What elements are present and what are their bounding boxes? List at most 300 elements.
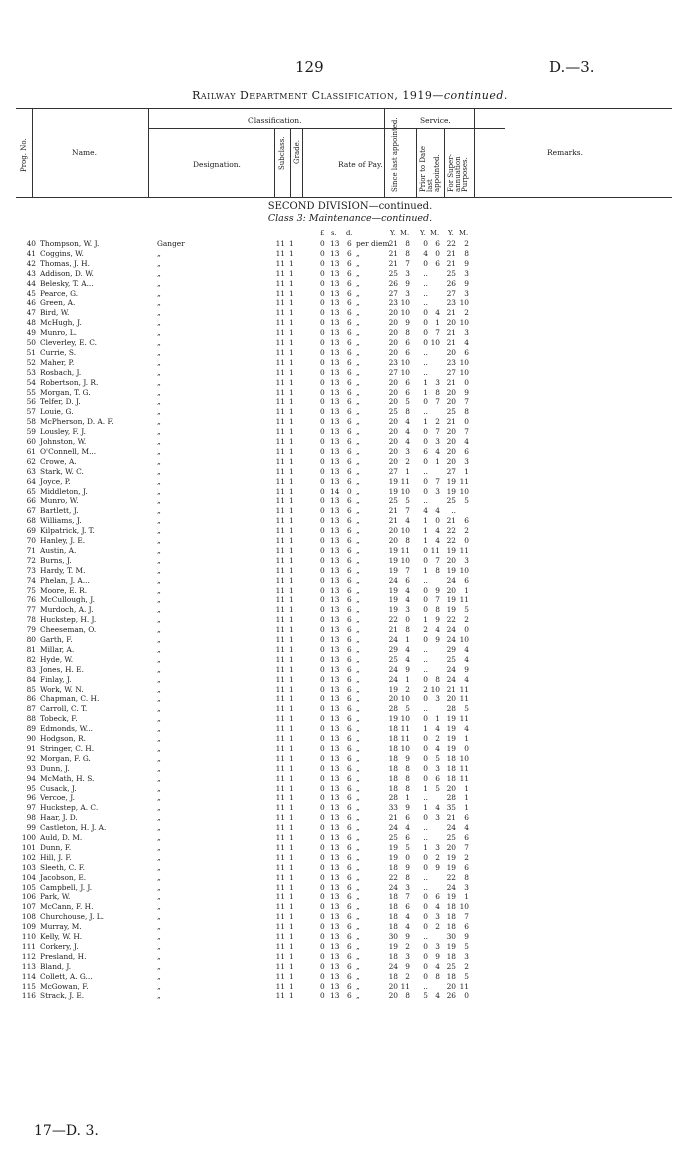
cell-d: 6 bbox=[347, 318, 352, 328]
cell-y2: 2 bbox=[423, 684, 428, 694]
cell-y3: 28 bbox=[446, 704, 456, 714]
cell-d: 6 bbox=[347, 446, 352, 456]
cell-m2: 4 bbox=[435, 902, 440, 912]
table-row bbox=[0, 675, 700, 685]
cell-d: 6 bbox=[347, 466, 352, 476]
header-divider bbox=[444, 128, 445, 197]
cell-des: „ bbox=[157, 951, 161, 961]
cell-des: „ bbox=[157, 763, 161, 773]
cell-per: „ bbox=[356, 536, 360, 545]
cell-y1: 19 bbox=[388, 714, 398, 724]
cell-sub: 11 bbox=[275, 941, 285, 951]
cell-y1: 24 bbox=[388, 674, 398, 684]
cell-grade: 1 bbox=[289, 734, 294, 743]
cell-m3: 11 bbox=[459, 714, 469, 724]
cell-per: „ bbox=[356, 882, 360, 892]
cell-sub: 11 bbox=[275, 902, 285, 912]
cell-m1: 9 bbox=[405, 961, 410, 971]
cell-m3: 10 bbox=[459, 565, 469, 575]
table-row bbox=[0, 635, 700, 645]
cell-m2: 4 bbox=[435, 526, 440, 536]
table-row bbox=[0, 269, 700, 279]
cell-m3: 11 bbox=[459, 595, 469, 605]
cell-per: „ bbox=[356, 823, 360, 833]
cell-grade: 1 bbox=[289, 516, 294, 526]
cell-y1: 20 bbox=[388, 981, 398, 991]
cell-s: 13 bbox=[330, 506, 340, 516]
cell-y3: 23 bbox=[446, 298, 456, 308]
cell-d: 6 bbox=[347, 793, 352, 803]
cell-m3: 10 bbox=[459, 753, 469, 763]
cell-num: 51 bbox=[26, 347, 36, 357]
cell-y1: 19 bbox=[388, 684, 398, 694]
cell-y2: 0 bbox=[423, 476, 428, 486]
cell-sub: 11 bbox=[275, 912, 285, 922]
table-row bbox=[0, 972, 700, 982]
table-row bbox=[0, 318, 700, 328]
cell-y2: 0 bbox=[423, 318, 428, 328]
cell-s: 13 bbox=[330, 347, 340, 357]
table-row bbox=[0, 853, 700, 863]
cell-y2: .. bbox=[423, 298, 428, 308]
cell-m3: 4 bbox=[464, 654, 469, 664]
cell-des: „ bbox=[157, 397, 161, 407]
cell-d: 6 bbox=[347, 694, 352, 704]
cell-d: 6 bbox=[347, 298, 352, 308]
cell-s: 13 bbox=[330, 644, 340, 654]
cell-des: „ bbox=[157, 407, 161, 417]
cell-s: 13 bbox=[330, 833, 340, 842]
cell-y1: 28 bbox=[388, 704, 398, 714]
cell-sub: 11 bbox=[275, 852, 285, 862]
cell-y3: 20 bbox=[446, 842, 456, 852]
table-row bbox=[0, 536, 700, 546]
cell-y2: .. bbox=[423, 466, 428, 476]
cell-m2: 4 bbox=[435, 991, 440, 1001]
section-title: SECOND DIVISION—continued. bbox=[267, 201, 433, 212]
cell-num: 68 bbox=[26, 516, 36, 526]
cell-s: 13 bbox=[330, 694, 340, 704]
unit-months: M. bbox=[430, 229, 440, 237]
cell-y1: 24 bbox=[388, 823, 398, 833]
table-header bbox=[16, 108, 672, 200]
cell-y1: 23 bbox=[388, 298, 398, 308]
cell-y1: 18 bbox=[388, 763, 398, 773]
cell-y3: 19 bbox=[446, 595, 456, 605]
cell-d: 6 bbox=[347, 536, 352, 545]
cell-num: 71 bbox=[26, 545, 36, 555]
cell-d: 6 bbox=[347, 417, 352, 427]
cell-l: 0 bbox=[320, 248, 325, 258]
cell-name: Dunn, J. bbox=[40, 763, 70, 773]
cell-y3: 19 bbox=[446, 892, 456, 902]
cell-y1: 20 bbox=[388, 427, 398, 437]
cell-name: Belesky, T. A... bbox=[40, 278, 94, 288]
cell-y2: .. bbox=[423, 704, 428, 714]
cell-m1: 8 bbox=[405, 783, 410, 793]
cell-m2: 1 bbox=[435, 456, 440, 466]
cell-y3: 25 bbox=[446, 654, 456, 664]
cell-grade: 1 bbox=[289, 575, 294, 585]
cell-l: 0 bbox=[320, 526, 325, 536]
cell-y1: 19 bbox=[388, 941, 398, 951]
cell-y1: 18 bbox=[388, 922, 398, 932]
cell-grade: 1 bbox=[289, 704, 294, 714]
cell-m1: 1 bbox=[405, 674, 410, 684]
cell-num: 41 bbox=[26, 248, 36, 258]
cell-num: 61 bbox=[26, 446, 36, 456]
cell-y2: 0 bbox=[423, 961, 428, 971]
cell-name: Millar, A. bbox=[40, 644, 75, 654]
cell-per: „ bbox=[356, 664, 360, 674]
cell-m3: 6 bbox=[464, 575, 469, 585]
cell-m3: 10 bbox=[459, 367, 469, 377]
cell-y3: 20 bbox=[446, 555, 456, 565]
cell-m3: 10 bbox=[459, 298, 469, 308]
cell-grade: 1 bbox=[289, 466, 294, 476]
cell-m1: 6 bbox=[405, 387, 410, 397]
cell-name: Currie, S. bbox=[40, 347, 77, 357]
cell-sub: 11 bbox=[275, 684, 285, 694]
cell-y1: 18 bbox=[388, 951, 398, 961]
cell-sub: 11 bbox=[275, 278, 285, 288]
cell-y2: 0 bbox=[423, 338, 428, 347]
cell-m3: 0 bbox=[464, 991, 469, 1001]
cell-m1: 3 bbox=[405, 446, 410, 456]
table-row bbox=[0, 665, 700, 675]
cell-m3: 0 bbox=[464, 377, 469, 387]
cell-per: „ bbox=[356, 278, 360, 288]
cell-sub: 11 bbox=[275, 605, 285, 615]
cell-grade: 1 bbox=[289, 506, 294, 516]
cell-m1: 2 bbox=[405, 941, 410, 951]
cell-grade: 1 bbox=[289, 526, 294, 536]
table-row bbox=[0, 259, 700, 269]
cell-y3: 22 bbox=[446, 526, 456, 536]
cell-sub: 11 bbox=[275, 575, 285, 585]
cell-m1: 3 bbox=[405, 268, 410, 278]
cell-m3: 4 bbox=[464, 437, 469, 446]
cell-name: Huckstep, A. C. bbox=[40, 803, 99, 813]
cell-y2: 1 bbox=[423, 387, 428, 397]
cell-l: 0 bbox=[320, 328, 325, 338]
cell-d: 6 bbox=[347, 575, 352, 585]
cell-l: 0 bbox=[320, 882, 325, 892]
cell-d: 6 bbox=[347, 654, 352, 664]
cell-grade: 1 bbox=[289, 456, 294, 466]
cell-grade: 1 bbox=[289, 664, 294, 674]
cell-sub: 11 bbox=[275, 783, 285, 793]
unit-years: Y. bbox=[390, 229, 396, 237]
cell-m2: 9 bbox=[435, 635, 440, 644]
cell-y2: 0 bbox=[423, 595, 428, 605]
cell-y2: 0 bbox=[423, 892, 428, 902]
cell-d: 6 bbox=[347, 605, 352, 615]
cell-sub: 11 bbox=[275, 961, 285, 971]
table-row bbox=[0, 784, 700, 794]
cell-l: 0 bbox=[320, 892, 325, 902]
cell-grade: 1 bbox=[289, 803, 294, 813]
cell-per: „ bbox=[356, 268, 360, 278]
cell-des: „ bbox=[157, 516, 161, 526]
cell-d: 6 bbox=[347, 625, 352, 635]
cell-y2: 0 bbox=[423, 585, 428, 595]
cell-l: 0 bbox=[320, 941, 325, 951]
cell-per: „ bbox=[356, 704, 360, 714]
cell-name: Pearce, G. bbox=[40, 288, 79, 298]
cell-s: 13 bbox=[330, 585, 340, 595]
cell-l: 0 bbox=[320, 338, 325, 347]
cell-m3: 4 bbox=[464, 644, 469, 654]
cell-m3: 0 bbox=[464, 625, 469, 635]
cell-m3: 1 bbox=[464, 803, 469, 813]
cell-l: 0 bbox=[320, 278, 325, 288]
cell-y3: 24 bbox=[446, 575, 456, 585]
cell-sub: 11 bbox=[275, 635, 285, 644]
cell-name: Lousley, F. J. bbox=[40, 427, 86, 437]
cell-y3: 18 bbox=[446, 971, 456, 981]
cell-l: 0 bbox=[320, 437, 325, 446]
cell-y3: 26 bbox=[446, 991, 456, 1001]
cell-sub: 11 bbox=[275, 446, 285, 456]
table-row bbox=[0, 457, 700, 467]
cell-des: „ bbox=[157, 278, 161, 288]
cell-sub: 11 bbox=[275, 664, 285, 674]
cell-grade: 1 bbox=[289, 268, 294, 278]
cell-m3: 2 bbox=[464, 961, 469, 971]
cell-m2: 9 bbox=[435, 615, 440, 625]
cell-des: „ bbox=[157, 833, 161, 842]
cell-m1: 10 bbox=[400, 743, 410, 753]
cell-y1: 27 bbox=[388, 367, 398, 377]
cell-y2: .. bbox=[423, 268, 428, 278]
header-prior-to-date: Prior to Date last appointed. bbox=[419, 145, 441, 192]
cell-y2: 0 bbox=[423, 852, 428, 862]
cell-m3: 10 bbox=[459, 486, 469, 496]
cell-per: „ bbox=[356, 971, 360, 981]
cell-m1: 8 bbox=[405, 407, 410, 417]
cell-s: 13 bbox=[330, 615, 340, 625]
cell-des: „ bbox=[157, 734, 161, 743]
cell-m3: 3 bbox=[464, 288, 469, 298]
cell-l: 0 bbox=[320, 476, 325, 486]
cell-m3: 11 bbox=[459, 694, 469, 704]
cell-y1: 24 bbox=[388, 635, 398, 644]
table-row bbox=[0, 813, 700, 823]
cell-per: „ bbox=[356, 714, 360, 724]
cell-sub: 11 bbox=[275, 842, 285, 852]
cell-m3: 3 bbox=[464, 882, 469, 892]
document-code: D.—3. bbox=[549, 58, 595, 76]
cell-num: 102 bbox=[21, 852, 36, 862]
cell-l: 0 bbox=[320, 803, 325, 813]
cell-grade: 1 bbox=[289, 476, 294, 486]
cell-des: „ bbox=[157, 258, 161, 268]
cell-name: Phelan, J. A... bbox=[40, 575, 90, 585]
cell-y2: .. bbox=[423, 823, 428, 833]
cell-des: „ bbox=[157, 852, 161, 862]
cell-y1: 18 bbox=[388, 862, 398, 872]
table-row bbox=[0, 744, 700, 754]
cell-y1: 30 bbox=[388, 932, 398, 941]
cell-l: 0 bbox=[320, 466, 325, 476]
cell-m1: 2 bbox=[405, 684, 410, 694]
cell-l: 0 bbox=[320, 367, 325, 377]
cell-grade: 1 bbox=[289, 437, 294, 446]
cell-y1: 18 bbox=[388, 724, 398, 734]
cell-y3: 20 bbox=[446, 981, 456, 991]
cell-name: Sleeth, C. F. bbox=[40, 862, 86, 872]
cell-l: 0 bbox=[320, 813, 325, 823]
cell-m1: 9 bbox=[405, 664, 410, 674]
cell-l: 0 bbox=[320, 932, 325, 941]
header-divider bbox=[416, 128, 417, 197]
header-prog-no: Prog. No. bbox=[20, 138, 28, 172]
cell-y2: .. bbox=[423, 664, 428, 674]
cell-y1: 19 bbox=[388, 545, 398, 555]
cell-d: 6 bbox=[347, 813, 352, 823]
cell-sub: 11 bbox=[275, 476, 285, 486]
cell-l: 0 bbox=[320, 357, 325, 367]
cell-l: 0 bbox=[320, 397, 325, 407]
cell-num: 65 bbox=[26, 486, 36, 496]
cell-grade: 1 bbox=[289, 813, 294, 823]
cell-y1: 20 bbox=[388, 318, 398, 328]
unit-shillings: s. bbox=[331, 229, 337, 237]
cell-y2: .. bbox=[423, 981, 428, 991]
cell-y2: 0 bbox=[423, 258, 428, 268]
cell-m2: 6 bbox=[435, 773, 440, 783]
cell-num: 54 bbox=[26, 377, 36, 387]
cell-sub: 11 bbox=[275, 615, 285, 625]
cell-des: „ bbox=[157, 773, 161, 783]
cell-num: 84 bbox=[26, 674, 36, 684]
cell-grade: 1 bbox=[289, 872, 294, 882]
cell-s: 13 bbox=[330, 258, 340, 268]
cell-m3: 10 bbox=[459, 318, 469, 328]
cell-s: 13 bbox=[330, 397, 340, 407]
cell-m1: 10 bbox=[400, 694, 410, 704]
cell-y3: 21 bbox=[446, 417, 456, 427]
cell-s: 13 bbox=[330, 417, 340, 427]
header-designation: Designation. bbox=[193, 160, 241, 169]
table-row bbox=[0, 734, 700, 744]
cell-d: 6 bbox=[347, 674, 352, 684]
cell-sub: 11 bbox=[275, 951, 285, 961]
cell-des: „ bbox=[157, 882, 161, 892]
cell-y1: 20 bbox=[388, 694, 398, 704]
cell-y1: 25 bbox=[388, 833, 398, 842]
cell-name: Austin, A. bbox=[40, 545, 77, 555]
cell-y3: 21 bbox=[446, 338, 456, 347]
cell-sub: 11 bbox=[275, 625, 285, 635]
cell-y1: 20 bbox=[388, 417, 398, 427]
cell-s: 13 bbox=[330, 842, 340, 852]
cell-m2: 10 bbox=[430, 684, 440, 694]
cell-m1: 1 bbox=[405, 466, 410, 476]
cell-des: „ bbox=[157, 585, 161, 595]
cell-l: 0 bbox=[320, 575, 325, 585]
cell-d: 6 bbox=[347, 704, 352, 714]
cell-l: 0 bbox=[320, 823, 325, 833]
cell-y1: 21 bbox=[388, 248, 398, 258]
cell-d: 6 bbox=[347, 338, 352, 347]
cell-des: „ bbox=[157, 506, 161, 516]
cell-d: 6 bbox=[347, 862, 352, 872]
cell-grade: 1 bbox=[289, 961, 294, 971]
cell-num: 112 bbox=[21, 951, 36, 961]
cell-y3: 20 bbox=[446, 694, 456, 704]
cell-y3: 24 bbox=[446, 635, 456, 644]
cell-l: 0 bbox=[320, 486, 325, 496]
cell-y3: 25 bbox=[446, 268, 456, 278]
cell-per: „ bbox=[356, 565, 360, 575]
cell-y2: 0 bbox=[423, 308, 428, 318]
cell-grade: 1 bbox=[289, 654, 294, 664]
cell-name: Auld, D. M. bbox=[40, 833, 83, 842]
cell-sub: 11 bbox=[275, 654, 285, 664]
cell-m3: 2 bbox=[464, 526, 469, 536]
cell-num: 40 bbox=[26, 239, 36, 248]
cell-per: „ bbox=[356, 961, 360, 971]
cell-l: 0 bbox=[320, 268, 325, 278]
cell-y3: 26 bbox=[446, 278, 456, 288]
cell-d: 6 bbox=[347, 644, 352, 654]
cell-per: „ bbox=[356, 635, 360, 644]
cell-m1: 8 bbox=[405, 872, 410, 882]
cell-s: 13 bbox=[330, 635, 340, 644]
cell-y2: .. bbox=[423, 872, 428, 882]
cell-sub: 11 bbox=[275, 892, 285, 902]
cell-y1: 29 bbox=[388, 644, 398, 654]
cell-m2: 4 bbox=[435, 506, 440, 516]
cell-y2: 0 bbox=[423, 813, 428, 823]
cell-d: 6 bbox=[347, 872, 352, 882]
cell-s: 13 bbox=[330, 456, 340, 466]
cell-m3: 0 bbox=[464, 743, 469, 753]
header-bottom-rule bbox=[16, 197, 672, 198]
cell-y3: 29 bbox=[446, 644, 456, 654]
cell-m1: 11 bbox=[400, 981, 410, 991]
cell-y1: 21 bbox=[388, 813, 398, 823]
cell-d: 6 bbox=[347, 427, 352, 437]
cell-s: 13 bbox=[330, 565, 340, 575]
cell-name: Coggins, W. bbox=[40, 248, 84, 258]
cell-grade: 1 bbox=[289, 625, 294, 635]
cell-y3: 21 bbox=[446, 258, 456, 268]
cell-des: „ bbox=[157, 674, 161, 684]
cell-sub: 11 bbox=[275, 882, 285, 892]
cell-des: „ bbox=[157, 743, 161, 753]
cell-per: „ bbox=[356, 496, 360, 506]
cell-y2: 0 bbox=[423, 912, 428, 922]
cell-l: 0 bbox=[320, 734, 325, 743]
cell-sub: 11 bbox=[275, 239, 285, 248]
cell-grade: 1 bbox=[289, 407, 294, 417]
cell-m1: 4 bbox=[405, 654, 410, 664]
cell-y3: 20 bbox=[446, 427, 456, 437]
page-number: 129 bbox=[295, 58, 324, 76]
cell-per: „ bbox=[356, 506, 360, 516]
cell-d: 6 bbox=[347, 922, 352, 932]
cell-y2: .. bbox=[423, 496, 428, 506]
cell-l: 0 bbox=[320, 615, 325, 625]
cell-num: 50 bbox=[26, 338, 36, 347]
cell-m2: 3 bbox=[435, 437, 440, 446]
cell-l: 0 bbox=[320, 516, 325, 526]
table-row bbox=[0, 754, 700, 764]
cell-num: 95 bbox=[26, 783, 36, 793]
